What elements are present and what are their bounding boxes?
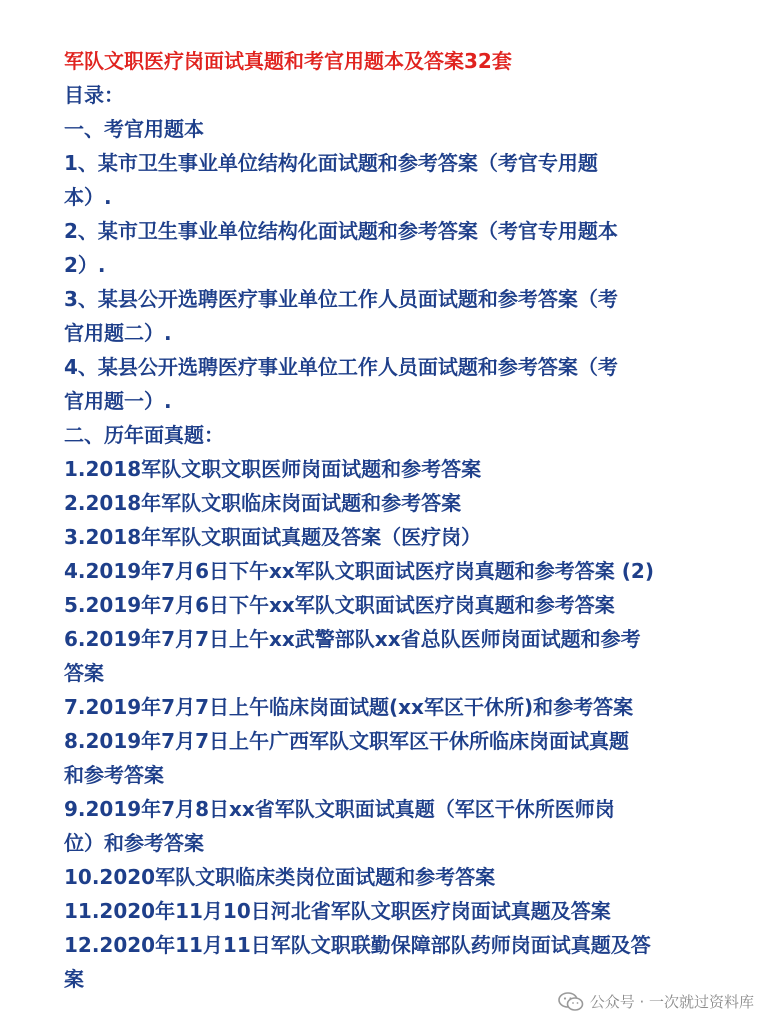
list-item: 4.2019年7月6日下午xx军队文职面试医疗岗真题和参考答案 (2): [64, 559, 654, 583]
section-past-exams-list: [64, 452, 744, 996]
list-item: 6.2019年7月7日上午xx武警部队xx省总队医师岗面试题和参考: [64, 627, 641, 651]
document-title: 军队文职医疗岗面试真题和考官用题本及答案32套: [64, 49, 512, 73]
section-heading-examiner: 一、考官用题本: [64, 117, 204, 141]
list-item: 11.2020年11月10日河北省军队文职医疗岗面试真题及答案: [64, 899, 611, 923]
watermark: [558, 991, 754, 1012]
list-item-continuation: 本）.: [64, 185, 112, 209]
list-item: 3、某县公开选聘医疗事业单位工作人员面试题和参考答案（考: [64, 287, 618, 311]
list-item: 7.2019年7月7日上午临床岗面试题(xx军区干休所)和参考答案: [64, 695, 634, 719]
list-item: 1、某市卫生事业单位结构化面试题和参考答案（考官专用题: [64, 151, 598, 175]
list-item: 3.2018年军队文职面试真题及答案（医疗岗）: [64, 525, 482, 549]
list-item: 2.2018年军队文职临床岗面试题和参考答案: [64, 491, 462, 515]
list-item-continuation: 官用题一）.: [64, 389, 172, 413]
watermark-text: 公众号 · 一次就过资料库: [589, 993, 754, 1011]
list-item: 10.2020军队文职临床类岗位面试题和参考答案: [64, 865, 496, 889]
list-item-continuation: 和参考答案: [64, 763, 164, 787]
section-examiner-list: [64, 146, 744, 418]
list-item: 12.2020年11月11日军队文职联勤保障部队药师岗面试真题及答: [64, 933, 651, 957]
list-item-continuation: 案: [64, 967, 84, 991]
list-item: 5.2019年7月6日下午xx军队文职面试医疗岗真题和参考答案: [64, 593, 615, 617]
list-item-continuation: 答案: [64, 661, 104, 685]
list-item: 1.2018军队文职文职医师岗面试题和参考答案: [64, 457, 482, 481]
list-item: 2、某市卫生事业单位结构化面试题和参考答案（考官专用题本: [64, 219, 618, 243]
list-item-continuation: 位）和参考答案: [64, 831, 204, 855]
toc-label: 目录：: [64, 83, 124, 107]
list-item-continuation: 2）.: [64, 253, 106, 277]
section-heading-past-exams: 二、历年面真题：: [64, 423, 224, 447]
list-item-continuation: 官用题二）.: [64, 321, 172, 345]
document-body: [64, 44, 744, 996]
wechat-icon: [558, 992, 584, 1012]
list-item: 9.2019年7月8日xx省军队文职面试真题（军区干休所医师岗: [64, 797, 615, 821]
list-item: 4、某县公开选聘医疗事业单位工作人员面试题和参考答案（考: [64, 355, 618, 379]
list-item: 8.2019年7月7日上午广西军队文职军区干休所临床岗面试真题: [64, 729, 630, 753]
